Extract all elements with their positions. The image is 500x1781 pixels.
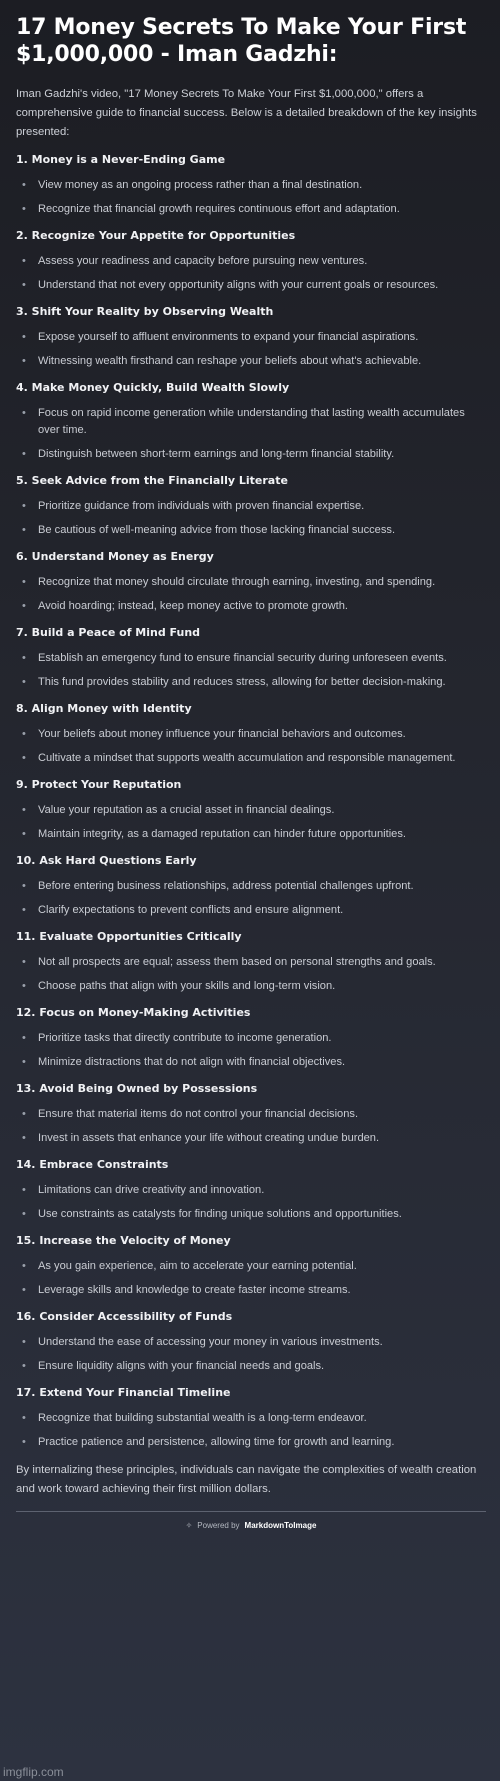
list-item [16, 201, 486, 218]
section-15 [16, 1233, 486, 1299]
list-item [16, 1182, 486, 1199]
footer-divider [16, 1511, 486, 1512]
list-item-text: This fund provides stability and reduces stress, allowing for better decision-making. [38, 676, 446, 688]
list-item [16, 353, 486, 370]
bullet-icon: • [22, 752, 26, 764]
bullet-icon: • [22, 1108, 26, 1120]
bullet-icon: • [22, 652, 26, 664]
bullet-icon: • [22, 980, 26, 992]
list-item [16, 1282, 486, 1299]
list-item-text: Focus on rapid income generation while understanding that lasting wealth accumulates over time. [38, 407, 465, 436]
section-2 [16, 228, 486, 294]
bullet-list [16, 650, 486, 691]
list-item-text: Expose yourself to affluent environments to expand your financial aspirations. [38, 331, 419, 343]
list-item-text: Your beliefs about money influence your financial behaviors and outcomes. [38, 728, 406, 740]
sparkle-icon: ✧ [185, 1521, 193, 1530]
list-item [16, 329, 486, 346]
bullet-icon: • [22, 524, 26, 536]
section-7 [16, 625, 486, 691]
bullet-icon: • [22, 407, 26, 419]
list-item-text: Recognize that money should circulate through earning, investing, and spending. [38, 576, 436, 588]
list-item-text: Prioritize guidance from individuals with proven financial expertise. [38, 500, 365, 512]
bullet-list [16, 574, 486, 615]
section-heading: 9. Protect Your Reputation [16, 778, 182, 791]
sections-list [16, 152, 486, 1451]
bullet-list [16, 726, 486, 767]
bullet-list [16, 878, 486, 919]
list-item-text: As you gain experience, aim to accelerate your earning potential. [38, 1260, 357, 1272]
bullet-icon: • [22, 279, 26, 291]
list-item-text: Leverage skills and knowledge to create faster income streams. [38, 1284, 351, 1296]
list-item-text: Use constraints as catalysts for finding unique solutions and opportunities. [38, 1208, 402, 1220]
bullet-list [16, 1030, 486, 1071]
section-heading: 16. Consider Accessibility of Funds [16, 1310, 233, 1323]
section-10 [16, 853, 486, 919]
bullet-icon: • [22, 1208, 26, 1220]
list-item-text: Recognize that building substantial wealth is a long-term endeavor. [38, 1412, 367, 1424]
section-heading: 14. Embrace Constraints [16, 1158, 169, 1171]
bullet-icon: • [22, 600, 26, 612]
list-item-text: Assess your readiness and capacity before pursuing new ventures. [38, 255, 368, 267]
bullet-list [16, 1410, 486, 1451]
list-item [16, 1258, 486, 1275]
section-heading: 8. Align Money with Identity [16, 702, 192, 715]
section-heading: 7. Build a Peace of Mind Fund [16, 626, 201, 639]
bullet-icon: • [22, 355, 26, 367]
intro-paragraph: Iman Gadzhi's video, "17 Money Secrets To Make Your First $1,000,000," offers a comprehensive guide to financial success. Below is a detailed breakdown of the key insights presented: [16, 88, 477, 138]
bullet-icon: • [22, 1360, 26, 1372]
list-item-text: Maintain integrity, as a damaged reputation can hinder future opportunities. [38, 828, 406, 840]
list-item-text: Recognize that financial growth requires continuous effort and adaptation. [38, 203, 400, 215]
list-item [16, 878, 486, 895]
section-17 [16, 1385, 486, 1451]
bullet-icon: • [22, 1412, 26, 1424]
list-item [16, 253, 486, 270]
section-heading: 13. Avoid Being Owned by Possessions [16, 1082, 258, 1095]
bullet-icon: • [22, 828, 26, 840]
bullet-list [16, 1106, 486, 1147]
section-13 [16, 1081, 486, 1147]
list-item-text: Witnessing wealth firsthand can reshape your beliefs about what's achievable. [38, 355, 422, 367]
section-heading: 3. Shift Your Reality by Observing Wealth [16, 305, 274, 318]
section-6 [16, 549, 486, 615]
list-item [16, 978, 486, 995]
section-14 [16, 1157, 486, 1223]
list-item [16, 177, 486, 194]
section-heading: 15. Increase the Velocity of Money [16, 1234, 231, 1247]
bullet-icon: • [22, 676, 26, 688]
bullet-list [16, 802, 486, 843]
list-item-text: Practice patience and persistence, allowing time for growth and learning. [38, 1436, 395, 1448]
section-heading: 2. Recognize Your Appetite for Opportunities [16, 229, 296, 242]
bullet-icon: • [22, 576, 26, 588]
section-heading: 4. Make Money Quickly, Build Wealth Slowly [16, 381, 290, 394]
list-item-text: Ensure liquidity aligns with your financial needs and goals. [38, 1360, 325, 1372]
list-item-text: Understand that not every opportunity aligns with your current goals or resources. [38, 279, 439, 291]
bullet-icon: • [22, 448, 26, 460]
section-5 [16, 473, 486, 539]
list-item-text: Limitations can drive creativity and innovation. [38, 1184, 265, 1196]
section-4 [16, 380, 486, 463]
bullet-icon: • [22, 728, 26, 740]
list-item-text: Establish an emergency fund to ensure financial security during unforeseen events. [38, 652, 447, 664]
bullet-list [16, 405, 486, 463]
list-item-text: Choose paths that align with your skills and long-term vision. [38, 980, 336, 992]
list-item [16, 726, 486, 743]
document [16, 14, 486, 1530]
bullet-icon: • [22, 904, 26, 916]
bullet-list [16, 1258, 486, 1299]
list-item [16, 954, 486, 971]
bullet-icon: • [22, 956, 26, 968]
list-item [16, 650, 486, 667]
bullet-icon: • [22, 255, 26, 267]
list-item [16, 498, 486, 515]
brand-link[interactable]: MarkdownToImage [244, 1521, 317, 1530]
bullet-icon: • [22, 1284, 26, 1296]
section-heading: 5. Seek Advice from the Financially Literate [16, 474, 288, 487]
bullet-icon: • [22, 1056, 26, 1068]
page-title: 17 Money Secrets To Make Your First $1,000,000 - Iman Gadzhi: [16, 15, 467, 67]
list-item [16, 574, 486, 591]
list-item [16, 522, 486, 539]
list-item-text: Minimize distractions that do not align with financial objectives. [38, 1056, 346, 1068]
section-16 [16, 1309, 486, 1375]
list-item-text: Ensure that material items do not control your financial decisions. [38, 1108, 359, 1120]
list-item-text: Value your reputation as a crucial asset in financial dealings. [38, 804, 335, 816]
list-item-text: Prioritize tasks that directly contribute to income generation. [38, 1032, 332, 1044]
section-9 [16, 777, 486, 843]
section-heading: 10. Ask Hard Questions Early [16, 854, 197, 867]
section-heading: 11. Evaluate Opportunities Critically [16, 930, 242, 943]
bullet-icon: • [22, 1132, 26, 1144]
watermark: imgflip.com [3, 1765, 64, 1779]
list-item-text: Invest in assets that enhance your life without creating undue burden. [38, 1132, 380, 1144]
bullet-icon: • [22, 1032, 26, 1044]
list-item [16, 826, 486, 843]
list-item [16, 446, 486, 463]
list-item [16, 1106, 486, 1123]
bullet-list [16, 329, 486, 370]
list-item [16, 1130, 486, 1147]
list-item-text: Cultivate a mindset that supports wealth accumulation and responsible management. [38, 752, 456, 764]
list-item [16, 674, 486, 691]
bullet-icon: • [22, 179, 26, 191]
list-item-text: Be cautious of well-meaning advice from those lacking financial success. [38, 524, 396, 536]
section-8 [16, 701, 486, 767]
section-12 [16, 1005, 486, 1071]
section-heading: 6. Understand Money as Energy [16, 550, 214, 563]
bullet-icon: • [22, 500, 26, 512]
list-item-text: Clarify expectations to prevent conflicts and ensure alignment. [38, 904, 344, 916]
bullet-icon: • [22, 1260, 26, 1272]
list-item [16, 1410, 486, 1427]
conclusion-paragraph: By internalizing these principles, individuals can navigate the complexities of wealth creation and work toward achieving their first million dollars. [16, 1464, 477, 1495]
footer [16, 1521, 486, 1530]
section-heading: 17. Extend Your Financial Timeline [16, 1386, 231, 1399]
list-item [16, 750, 486, 767]
list-item-text: View money as an ongoing process rather than a final destination. [38, 179, 363, 191]
bullet-icon: • [22, 331, 26, 343]
list-item [16, 598, 486, 615]
list-item [16, 1206, 486, 1223]
list-item-text: Distinguish between short-term earnings and long-term financial stability. [38, 448, 395, 460]
bullet-icon: • [22, 1436, 26, 1448]
list-item-text: Not all prospects are equal; assess them based on personal strengths and goals. [38, 956, 436, 968]
section-heading: 1. Money is a Never-Ending Game [16, 153, 226, 166]
list-item-text: Understand the ease of accessing your money in various investments. [38, 1336, 383, 1348]
bullet-icon: • [22, 1336, 26, 1348]
list-item [16, 1030, 486, 1047]
bullet-icon: • [22, 1184, 26, 1196]
section-1 [16, 152, 486, 218]
bullet-list [16, 1334, 486, 1375]
bullet-icon: • [22, 880, 26, 892]
powered-by-text: Powered by [197, 1521, 240, 1530]
bullet-icon: • [22, 203, 26, 215]
bullet-list [16, 177, 486, 218]
bullet-icon: • [22, 804, 26, 816]
list-item [16, 1334, 486, 1351]
bullet-list [16, 498, 486, 539]
section-3 [16, 304, 486, 370]
bullet-list [16, 954, 486, 995]
section-11 [16, 929, 486, 995]
list-item [16, 802, 486, 819]
list-item-text: Before entering business relationships, address potential challenges upfront. [38, 880, 414, 892]
bullet-list [16, 253, 486, 294]
list-item [16, 1054, 486, 1071]
list-item [16, 1358, 486, 1375]
list-item [16, 902, 486, 919]
list-item [16, 1434, 486, 1451]
bullet-list [16, 1182, 486, 1223]
list-item [16, 277, 486, 294]
list-item-text: Avoid hoarding; instead, keep money active to promote growth. [38, 600, 348, 612]
section-heading: 12. Focus on Money-Making Activities [16, 1006, 251, 1019]
list-item [16, 405, 486, 439]
